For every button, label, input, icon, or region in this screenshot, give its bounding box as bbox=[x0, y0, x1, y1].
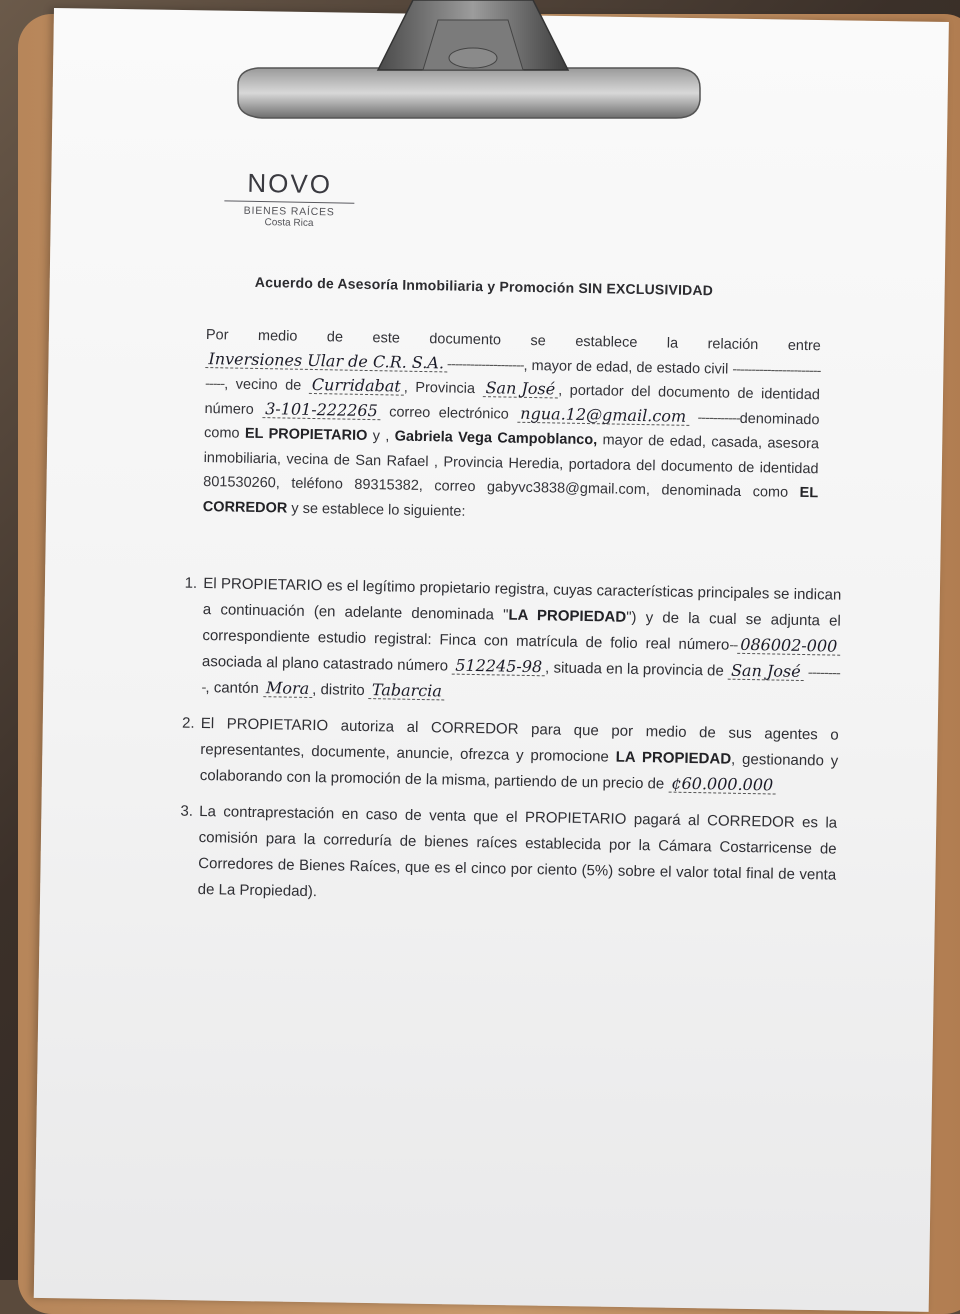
price-field: ¢60.000.000 bbox=[668, 776, 776, 795]
property-label: LA PROPIEDAD bbox=[508, 606, 627, 626]
intro-text: , mayor de edad, de estado civil bbox=[523, 357, 729, 378]
blank-line: ---------------------------- bbox=[204, 361, 821, 393]
company-logo bbox=[224, 167, 355, 229]
clause-text: asociada al plano catastrado número bbox=[201, 653, 449, 675]
provincia-field: San José bbox=[728, 663, 804, 681]
clause-text: , cantón bbox=[205, 679, 259, 698]
clause-2 bbox=[198, 711, 839, 801]
logo-subtitle: BIENES RAÍCES bbox=[243, 204, 335, 219]
owner-name-field: Inversiones Ular de C.R. S.A. bbox=[205, 351, 447, 372]
blank-line: -------------------- bbox=[446, 355, 524, 374]
clause-1 bbox=[199, 571, 841, 713]
clause-text: La contraprestación en caso de venta que el PROPIETARIO pagará al CORREDOR es la comisión para la correduría de bienes raíces establecida por la Cámara Costarricense de Corredores de Bienes Raíces, que es el cinco por ciento (5%) sobre el valor total final de venta de La Propiedad). bbox=[197, 802, 838, 901]
intro-text: , portador del documento de identidad número bbox=[204, 382, 821, 418]
email-field: ngua.12@gmail.com bbox=[517, 405, 689, 425]
intro-text: , Provincia bbox=[403, 379, 476, 397]
document-title: Acuerdo de Asesoría Inmobiliaria y Promoción SIN EXCLUSIVIDAD bbox=[254, 273, 714, 299]
province-field: San José bbox=[482, 380, 558, 398]
intro-text: mayor de edad, casada, asesora inmobiliaria, vecina de San Rafael , Provincia Heredia, portadora del documento de identidad 801530260, teléfono 89315382, correo gabyvc3838@gmail.com, denominada como bbox=[203, 432, 820, 501]
intro-text: , vecino de bbox=[224, 376, 302, 394]
clause-3 bbox=[196, 799, 838, 915]
intro-text: correo electrónico bbox=[389, 403, 509, 423]
clause-text: El PROPIETARIO es el legítimo propietario registra, cuyas características principales se indican a continuación (en adelante denominada " bbox=[202, 575, 842, 624]
intro-text: y , bbox=[372, 428, 390, 445]
property-label: LA PROPIEDAD bbox=[615, 748, 732, 768]
logo-brand: NOVO bbox=[224, 167, 355, 203]
plano-field: 512245-98 bbox=[452, 658, 545, 677]
canton-field: Mora bbox=[263, 680, 313, 698]
blank-line: --------- bbox=[201, 664, 840, 697]
owner-label: EL PROPIETARIO bbox=[244, 425, 368, 444]
residence-field: Curridabat bbox=[309, 377, 404, 396]
clause-text: , situada en la provincia de bbox=[544, 659, 724, 680]
id-number-field: 3-101-222265 bbox=[262, 401, 381, 420]
clauses-list bbox=[169, 571, 841, 925]
logo-location: Costa Rica bbox=[264, 217, 314, 229]
intro-paragraph bbox=[203, 323, 821, 530]
folio-field: 086002-000 bbox=[737, 637, 840, 656]
clause-text: , gestionando y colaborando con la promoción de la misma, partiendo de un precio de bbox=[199, 750, 839, 793]
clause-text: El PROPIETARIO autoriza al CORREDOR para que por medio de sus agentes o representantes, documente, anuncie, ofrezca y promocione bbox=[200, 714, 839, 766]
blank-line: ----------- bbox=[697, 409, 740, 427]
distrito-field: Tabarcia bbox=[369, 682, 445, 700]
intro-text: Por medio de este documento se establece la relación entre bbox=[205, 327, 821, 355]
broker-label: EL CORREDOR bbox=[202, 484, 819, 517]
intro-text: denominado como bbox=[203, 410, 820, 442]
clause-text: , distrito bbox=[312, 681, 365, 699]
blank-line: -- bbox=[729, 636, 738, 654]
broker-name: Gabriela Vega Campoblanco, bbox=[394, 428, 598, 449]
intro-text: y se establece lo siguiente: bbox=[291, 500, 466, 520]
clause-text: ") y de la cual se adjunta el correspondiente estudio registral: Finca con matrícula de folio real número bbox=[202, 608, 841, 654]
